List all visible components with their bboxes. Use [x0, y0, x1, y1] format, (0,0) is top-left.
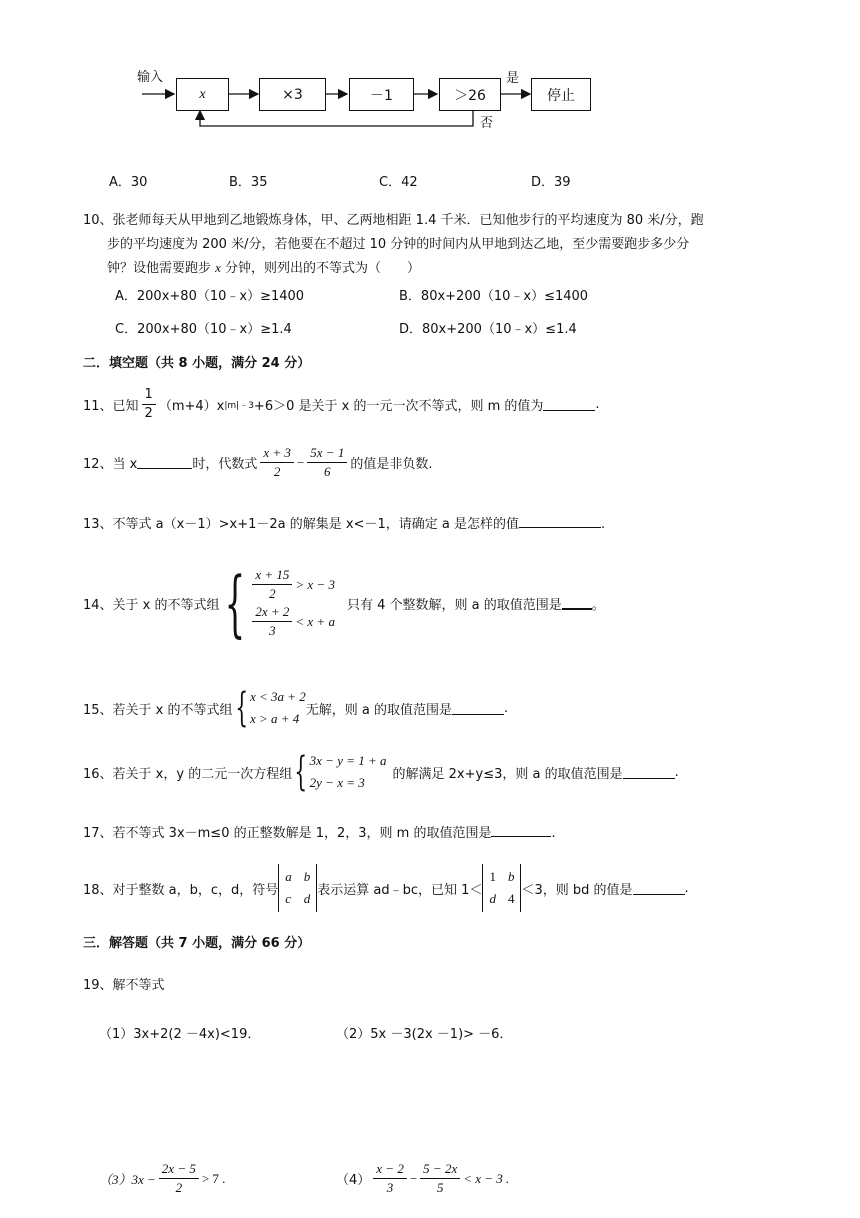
q14-answer-blank[interactable] [562, 596, 592, 610]
q14-row-2 [249, 603, 335, 640]
q19-p3-pre: （3）3x − [99, 1172, 156, 1187]
q14-rhs2: < x + a [295, 613, 335, 629]
q16-system [310, 750, 387, 794]
q18-determinant-symbol [278, 864, 317, 912]
det2-b: b [507, 869, 515, 884]
box-x-text: x [199, 86, 206, 102]
flowchart-yes-label: 是 [506, 71, 520, 86]
q15-eq2: x > a + 4 [249, 711, 300, 726]
q12-fraction-2 [307, 444, 347, 481]
question-18 [83, 864, 689, 912]
q10-var-x: x [215, 260, 221, 275]
q16-answer-blank[interactable] [623, 766, 675, 779]
q15-post: 无解，则 a 的取值范围是 [305, 702, 453, 718]
box-minus1-text: －1 [370, 87, 393, 104]
flowchart-input-label: 输入 [137, 70, 164, 85]
q15-system [250, 686, 306, 730]
q14-post: 只有 4 个整数解，则 a 的取值范围是 [346, 597, 562, 613]
q12-den1: 2 [273, 464, 281, 479]
question-13 [83, 513, 605, 532]
q11-end: . [595, 397, 600, 412]
q12-num2: 5x − 1 [307, 444, 347, 463]
q10-option-c: C．200x+80（10﹣x）≥1.4 [115, 322, 292, 337]
q14-den1: 2 [269, 586, 276, 601]
q16-post: 的解满足 2x+y≤3，则 a 的取值范围是 [392, 766, 623, 782]
q10-line1: 10、张老师每天从甲地到乙地锻炼身体，甲、乙两地相距 1.4 千米．已知他步行的平均速度为 80 米/分，跑 [83, 213, 704, 228]
q14-pre: 14、关于 x 的不等式组 [83, 597, 220, 613]
q12-mid: 时，代数式 [192, 457, 258, 472]
q17-answer-blank[interactable] [491, 824, 551, 837]
q19-p4-den1: 3 [386, 1180, 394, 1195]
q18-pre: 18、对于整数 a，b，c，d，符号 [83, 882, 279, 898]
q14-brace: { [224, 561, 245, 645]
q11-exponent: |m|﹣3 [224, 401, 254, 411]
q14-row-1 [249, 566, 335, 603]
q16-eq1: 3x − y = 1 + a [309, 753, 387, 768]
q14-system [249, 566, 335, 640]
det2-d: d [489, 891, 496, 906]
q15-brace: { [234, 685, 248, 731]
q19-p4-den2: 5 [436, 1180, 444, 1195]
question-15 [83, 686, 508, 730]
q14-den2: 3 [269, 623, 276, 638]
q19-p4-minus: − [409, 1170, 418, 1186]
q9-option-a: A．30 [109, 175, 148, 190]
q11-num: 1 [142, 386, 156, 405]
q10-option-a: A．200x+80（10﹣x）≥1400 [115, 289, 305, 304]
flowchart-box-minus1 [349, 78, 414, 111]
q19-p4-fraction-2 [420, 1160, 460, 1197]
q9-option-d: D．39 [531, 175, 571, 190]
q12-fraction-1 [260, 444, 294, 481]
q14-end: 。 [591, 597, 605, 613]
q16-end: . [674, 764, 679, 780]
q17-end: . [551, 826, 556, 841]
q11-fraction [142, 386, 156, 423]
flowchart-box-x [176, 78, 229, 111]
q10-line3-b: 分钟，则列出的不等式为（ ） [220, 261, 421, 276]
q16-pre: 16、若关于 x，y 的二元一次方程组 [83, 766, 293, 782]
question-17 [83, 822, 556, 841]
q11-post: +6＞0 是关于 x 的一元一次不等式，则 m 的值为 [253, 399, 544, 414]
q19-part-3 [99, 1160, 225, 1197]
q9-option-b: B．35 [229, 175, 268, 190]
q12-minus: − [296, 454, 305, 470]
q19-part-1: （1）3x+2(2 －4x)<19． [99, 1027, 261, 1042]
flowchart-box-compare [439, 78, 501, 111]
q13-end: . [600, 517, 606, 532]
q19-p4-pre: （4） [336, 1173, 371, 1188]
q10-line3 [107, 257, 420, 276]
q10-option-b: B．80x+200（10﹣x）≤1400 [399, 289, 589, 304]
q9-option-c: C．42 [379, 175, 418, 190]
question-14 [83, 563, 605, 643]
q14-frac-1 [252, 566, 292, 603]
q19-p4-num2: 5 − 2x [420, 1160, 460, 1179]
section-3-heading: 三．解答题（共 7 小题，满分 66 分） [83, 936, 311, 951]
q19-p4-num1: x − 2 [373, 1160, 407, 1179]
q15-end: . [504, 700, 509, 716]
q15-eq1: x < 3a + 2 [249, 689, 306, 704]
q12-pre: 12、当 x [83, 457, 138, 472]
q14-num2: 2x + 2 [252, 603, 292, 622]
q16-brace: { [294, 749, 308, 795]
q19-p3-fraction [159, 1160, 199, 1197]
q19-title: 19、解不等式 [83, 978, 165, 993]
q11-den: 2 [144, 406, 153, 421]
q11-answer-blank[interactable] [543, 398, 595, 411]
q15-pre: 15、若关于 x 的不等式组 [83, 702, 233, 718]
q11-pre: 11、已知 [83, 399, 139, 414]
box-stop-text: 停止 [547, 87, 575, 104]
det1-c: c [285, 891, 292, 906]
q13-answer-blank[interactable] [519, 515, 601, 528]
flowchart-box-times3 [259, 78, 326, 111]
q15-answer-blank[interactable] [452, 702, 504, 715]
det1-d: d [303, 891, 311, 906]
q14-num1: x + 15 [252, 566, 292, 585]
q19-part-2: （2）5x －3(2x －1)> －6． [336, 1027, 513, 1042]
q18-post: ＜3，则 bd 的值是 [521, 882, 633, 898]
q10-line3-a: 钟？设他需要跑步 [107, 261, 216, 276]
q19-p4-fraction-1 [373, 1160, 407, 1197]
q11-mid: （m+4）x [158, 399, 225, 414]
q12-answer-blank[interactable] [137, 456, 192, 469]
q12-post: 的值是非负数. [350, 457, 433, 472]
question-11 [83, 386, 600, 423]
flowchart-no-label: 否 [480, 116, 494, 131]
q17-text: 17、若不等式 3x－m≤0 的正整数解是 1，2，3，则 m 的取值范围是 [83, 826, 492, 841]
question-12 [83, 444, 432, 481]
q19-part-4 [336, 1160, 509, 1197]
section-2-heading: 二．填空题（共 8 小题，满分 24 分） [83, 356, 311, 371]
q14-frac-2 [252, 603, 292, 640]
question-16 [83, 750, 679, 794]
q10-line2: 步的平均速度为 200 米/分，若他要在不超过 10 分钟的时间内从甲地到达乙地，至少需要跑步多少分 [107, 237, 690, 252]
det1-b: b [303, 869, 311, 884]
q18-mid: 表示运算 ad﹣bc，已知 1＜ [317, 882, 483, 898]
box-compare-text: ＞26 [454, 87, 486, 104]
det2-1: 1 [489, 869, 496, 884]
q18-answer-blank[interactable] [633, 882, 685, 895]
q16-eq2: 2y − x = 3 [309, 775, 365, 790]
det2-4: 4 [507, 891, 515, 906]
flowchart-box-stop [531, 78, 591, 111]
q10-option-d: D．80x+200（10﹣x）≤1.4 [399, 322, 577, 337]
q19-p4-post: < x − 3 . [463, 1170, 510, 1186]
q13-text: 13、不等式 a（x－1）>x+1－2a 的解集是 x<－1，请确定 a 是怎样的值 [83, 517, 519, 532]
q18-end: . [684, 880, 689, 896]
q18-determinant-value [482, 864, 521, 912]
q19-p3-den: 2 [175, 1180, 183, 1195]
q12-den2: 6 [324, 464, 331, 479]
box-times3-text: ×3 [282, 86, 303, 103]
det1-a: a [285, 869, 292, 884]
q19-p3-post: > 7 . [201, 1170, 226, 1186]
q12-num1: x + 3 [260, 444, 294, 463]
q19-p3-num: 2x − 5 [159, 1160, 199, 1179]
q14-rhs1: > x − 3 [295, 576, 335, 592]
